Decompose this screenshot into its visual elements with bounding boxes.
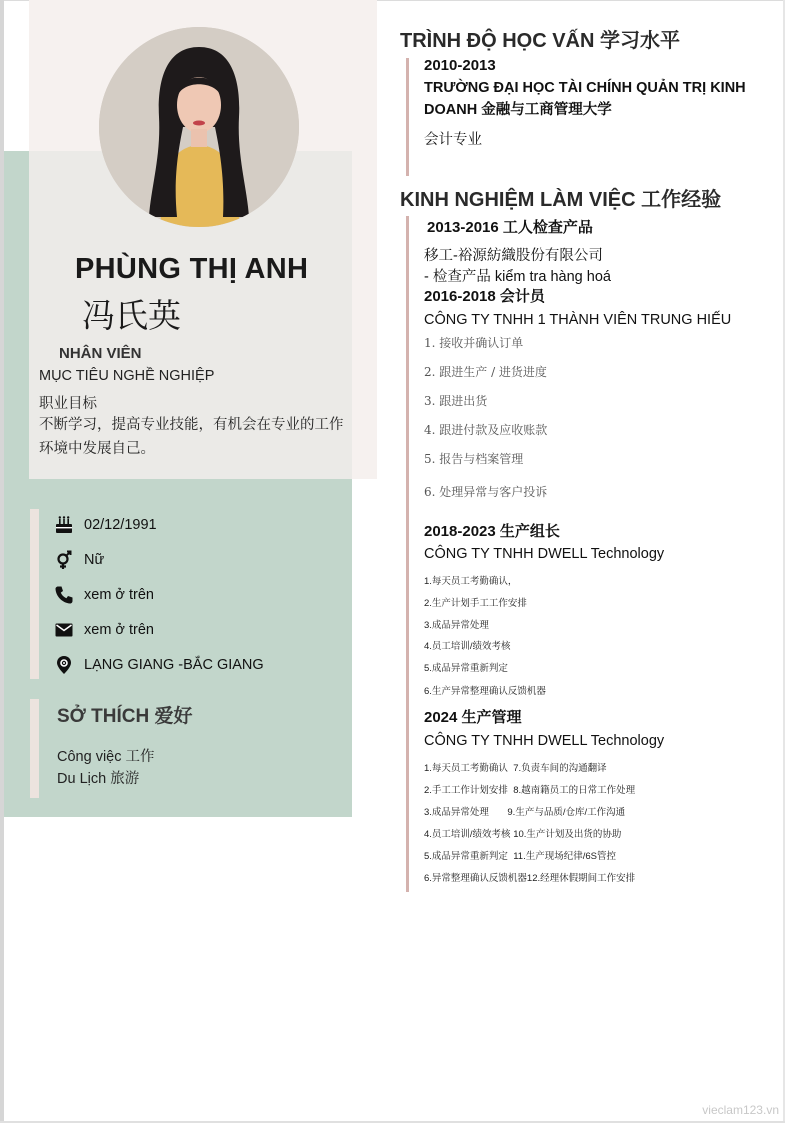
education-major: 会计专业 — [424, 132, 482, 148]
job-3-task: 1.每天员工考勤确认， — [424, 576, 518, 587]
education-school: TRƯỜNG ĐẠI HỌC TÀI CHÍNH QUẢN TRỊ KINH DOANH 金融与工商管理大学 — [424, 80, 746, 118]
job-3-heading: 2018-2023 生产组长 — [424, 523, 560, 540]
contact-email — [53, 619, 154, 641]
job-2-company: CÔNG TY TNHH 1 THÀNH VIÊN TRUNG HIẾU — [424, 312, 732, 328]
contact-birthday — [53, 514, 157, 536]
job-1-heading: 2013-2016 工人检查产品 — [427, 219, 593, 236]
job-3-task: 3.成品异常处理 — [424, 620, 489, 631]
job-4-task: 1.每天员工考勤确认 7.负责车间的沟通翻译 — [424, 763, 607, 774]
gender-icon — [53, 549, 75, 571]
job-4-company: CÔNG TY TNHH DWELL Technology — [424, 733, 665, 749]
objective-subtitle: 职业目标 — [39, 396, 97, 412]
job-2-task: 4. 跟进付款及应收账款 — [424, 423, 548, 437]
job-4-heading: 2024 生产管理 — [424, 709, 522, 726]
contact-phone — [53, 584, 154, 606]
job-2-task: 3. 跟进出货 — [424, 394, 488, 408]
job-2-task: 1. 接收并确认订单 — [424, 336, 524, 350]
education-title: TRÌNH ĐỘ HỌC VẤN 学习水平 — [400, 30, 680, 52]
job-2-task: 6. 处理异常与客户投诉 — [424, 485, 548, 499]
experience-title: KINH NGHIỆM LÀM VIỆC 工作经验 — [400, 189, 722, 211]
phone-value: xem ở trên — [84, 587, 154, 603]
address-value: LẠNG GIANG -BẮC GIANG — [84, 657, 264, 673]
education-period: 2010-2013 — [424, 57, 496, 74]
email-value: xem ở trên — [84, 622, 154, 638]
job-3-task: 2.生产计划手工工作安排 — [424, 598, 527, 609]
job-1-desc: - 检查产品 kiểm tra hàng hoá — [424, 269, 611, 285]
avatar — [99, 27, 299, 227]
job-2-task: 2. 跟进生产 / 进货进度 — [424, 365, 547, 379]
job-4-task: 5.成品异常重新判定 11.生产现场纪律/6S管控 — [424, 851, 616, 862]
objective-text: 不断学习，提高专业技能，有机会在专业的工作环境中发展自己。 — [39, 417, 344, 457]
hobby-item: Du Lịch 旅游 — [57, 771, 140, 787]
job-4-task: 3.成品异常处理 9.生产与品质/仓库/工作沟通 — [424, 807, 626, 818]
candidate-name: PHÙNG THỊ ANH — [75, 253, 309, 285]
avatar-portrait-icon — [99, 27, 299, 227]
job-3-task: 6.生产异常整理确认反馈机器 — [424, 686, 546, 697]
job-2-heading: 2016-2018 会计员 — [424, 288, 545, 305]
job-4-task: 4.员工培训/绩效考核 10.生产计划及出货的协助 — [424, 829, 622, 840]
job-4-task: 6.异常整理确认反馈机器12.经理休假期间工作安排 — [424, 873, 636, 884]
hobby-accent-bar — [30, 699, 39, 798]
gender-value: Nữ — [84, 552, 105, 568]
contact-gender — [53, 549, 105, 571]
job-3-task: 5.成品异常重新判定 — [424, 663, 508, 674]
location-pin-icon — [53, 654, 75, 676]
objective-title: MỤC TIÊU NGHỀ NGHIỆP — [39, 368, 215, 384]
job-2-task: 5. 报告与档案管理 — [424, 452, 524, 466]
contact-address — [53, 654, 264, 676]
hobbies-title: SỞ THÍCH 爱好 — [57, 706, 193, 727]
job-3-task: 4.员工培训/绩效考核 — [424, 641, 511, 652]
job-1-company: 移工-裕源紡織股份有限公司 — [424, 248, 603, 264]
contact-accent-bar — [30, 509, 39, 679]
birthday-value: 02/12/1991 — [84, 517, 157, 533]
candidate-name-chinese: 冯氏英 — [82, 296, 181, 335]
birthday-cake-icon — [53, 514, 75, 536]
experience-accent-bar — [406, 216, 409, 892]
phone-icon — [53, 584, 75, 606]
job-3-company: CÔNG TY TNHH DWELL Technology — [424, 546, 665, 562]
watermark: vieclam123.vn — [702, 1103, 779, 1117]
job-position: NHÂN VIÊN — [59, 345, 142, 362]
job-4-task: 2.手工工作计划安排 8.越南籍员工的日常工作处理 — [424, 785, 636, 796]
hobby-item: Công việc 工作 — [57, 749, 155, 765]
email-icon — [53, 619, 75, 641]
education-accent-bar — [406, 58, 409, 176]
